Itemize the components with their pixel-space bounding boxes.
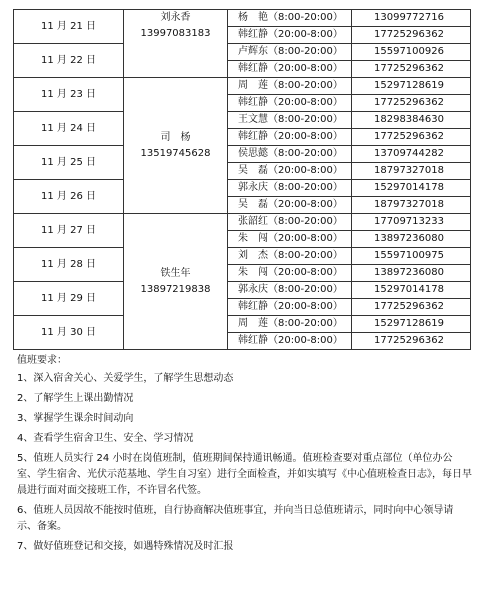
duty-staff: 韩红静（20:00-8:00） <box>228 95 352 112</box>
duty-staff: 张韶红（8:00-20:00） <box>228 214 352 231</box>
table-row <box>14 248 471 265</box>
requirement-item: 5、值班人员实行 24 小时在岗值班制，值班期间保持通讯畅通。值班检查要对重点部位（单位办公室、学生宿舍、光伏示范基地、学生自习室）进行全面检查，并如实填写《中心值班检查日志》，每日早晨进行面对面交接班工作，不许冒名代签。 <box>17 453 472 496</box>
duty-phone: 15297014178 <box>352 282 471 299</box>
table-row <box>14 180 471 197</box>
leader-name: 铁生年 <box>160 267 191 279</box>
leader-cell <box>124 214 228 350</box>
table-row <box>14 146 471 163</box>
duty-phone: 17709713233 <box>352 214 471 231</box>
duty-phone: 13709744282 <box>352 146 471 163</box>
duty-date: 11 月 24 日 <box>14 112 124 146</box>
duty-staff: 郭永庆（8:00-20:00） <box>228 282 352 299</box>
duty-staff: 王文慧（8:00-20:00） <box>228 112 352 129</box>
requirement-item: 2、了解学生上课出勤情况 <box>17 393 134 404</box>
duty-table-body <box>14 10 471 350</box>
leader-cell <box>124 78 228 214</box>
duty-staff: 韩红静（20:00-8:00） <box>228 129 352 146</box>
requirement-item: 4、查看学生宿舍卫生、安全、学习情况 <box>17 433 194 444</box>
duty-staff: 韩红静（20:00-8:00） <box>228 27 352 44</box>
table-row <box>14 10 471 27</box>
duty-phone: 18797327018 <box>352 197 471 214</box>
duty-staff: 周 莲（8:00-20:00） <box>228 78 352 95</box>
duty-staff: 郭永庆（8:00-20:00） <box>228 180 352 197</box>
requirements-title: 值班要求： <box>17 355 67 366</box>
duty-staff: 刘 杰（8:00-20:00） <box>228 248 352 265</box>
table-row <box>14 112 471 129</box>
duty-phone: 17725296362 <box>352 129 471 146</box>
duty-date: 11 月 28 日 <box>14 248 124 282</box>
leader-phone: 13519745628 <box>140 147 211 159</box>
duty-date: 11 月 25 日 <box>14 146 124 180</box>
requirement-item: 7、做好值班登记和交接，如遇特殊情况及时汇报 <box>17 541 234 552</box>
duty-phone: 15297014178 <box>352 180 471 197</box>
duty-staff: 韩红静（20:00-8:00） <box>228 333 352 350</box>
table-row <box>14 78 471 95</box>
duty-staff: 周 莲（8:00-20:00） <box>228 316 352 333</box>
duty-date: 11 月 23 日 <box>14 78 124 112</box>
duty-requirements <box>17 353 472 559</box>
duty-schedule-table <box>13 9 471 350</box>
leader-cell <box>124 10 228 78</box>
requirement-item: 6、值班人员因故不能按时值班，自行协商解决值班事宜，并向当日总值班请示，同时向中心领导请示、备案。 <box>17 505 454 532</box>
duty-phone: 18797327018 <box>352 163 471 180</box>
duty-phone: 17725296362 <box>352 61 471 78</box>
duty-staff: 吴 磊（20:00-8:00） <box>228 197 352 214</box>
leader-phone: 13997083183 <box>140 28 211 39</box>
duty-phone: 17725296362 <box>352 27 471 44</box>
leader-name: 刘永香 <box>160 12 191 23</box>
duty-staff: 卢辉东（8:00-20:00） <box>228 44 352 61</box>
duty-date: 11 月 27 日 <box>14 214 124 248</box>
duty-phone: 15597100975 <box>352 248 471 265</box>
duty-staff: 朱 闯（20:00-8:00） <box>228 231 352 248</box>
duty-date: 11 月 30 日 <box>14 316 124 350</box>
duty-staff: 朱 闯（20:00-8:00） <box>228 265 352 282</box>
duty-date: 11 月 26 日 <box>14 180 124 214</box>
leader-phone: 13897219838 <box>140 283 211 295</box>
duty-staff: 侯思懿（8:00-20:00） <box>228 146 352 163</box>
requirement-item: 1、深入宿舍关心、关爱学生，了解学生思想动态 <box>17 373 234 384</box>
duty-phone: 13099772716 <box>352 10 471 27</box>
table-row <box>14 44 471 61</box>
duty-phone: 15297128619 <box>352 78 471 95</box>
duty-date: 11 月 22 日 <box>14 44 124 78</box>
table-row <box>14 282 471 299</box>
table-row <box>14 214 471 231</box>
duty-staff: 吴 磊（20:00-8:00） <box>228 163 352 180</box>
duty-staff: 韩红静（20:00-8:00） <box>228 299 352 316</box>
duty-staff: 杨 艳（8:00-20:00） <box>228 10 352 27</box>
leader-name: 司 杨 <box>160 131 191 143</box>
requirements-list <box>17 371 472 555</box>
duty-phone: 17725296362 <box>352 333 471 350</box>
duty-phone: 17725296362 <box>352 299 471 316</box>
duty-phone: 15597100926 <box>352 44 471 61</box>
duty-phone: 18298384630 <box>352 112 471 129</box>
requirement-item: 3、掌握学生课余时间动向 <box>17 413 134 424</box>
duty-phone: 15297128619 <box>352 316 471 333</box>
duty-phone: 13897236080 <box>352 231 471 248</box>
duty-phone: 17725296362 <box>352 95 471 112</box>
duty-phone: 13897236080 <box>352 265 471 282</box>
duty-staff: 韩红静（20:00-8:00） <box>228 61 352 78</box>
table-row <box>14 316 471 333</box>
duty-date: 11 月 29 日 <box>14 282 124 316</box>
duty-date: 11 月 21 日 <box>14 10 124 44</box>
